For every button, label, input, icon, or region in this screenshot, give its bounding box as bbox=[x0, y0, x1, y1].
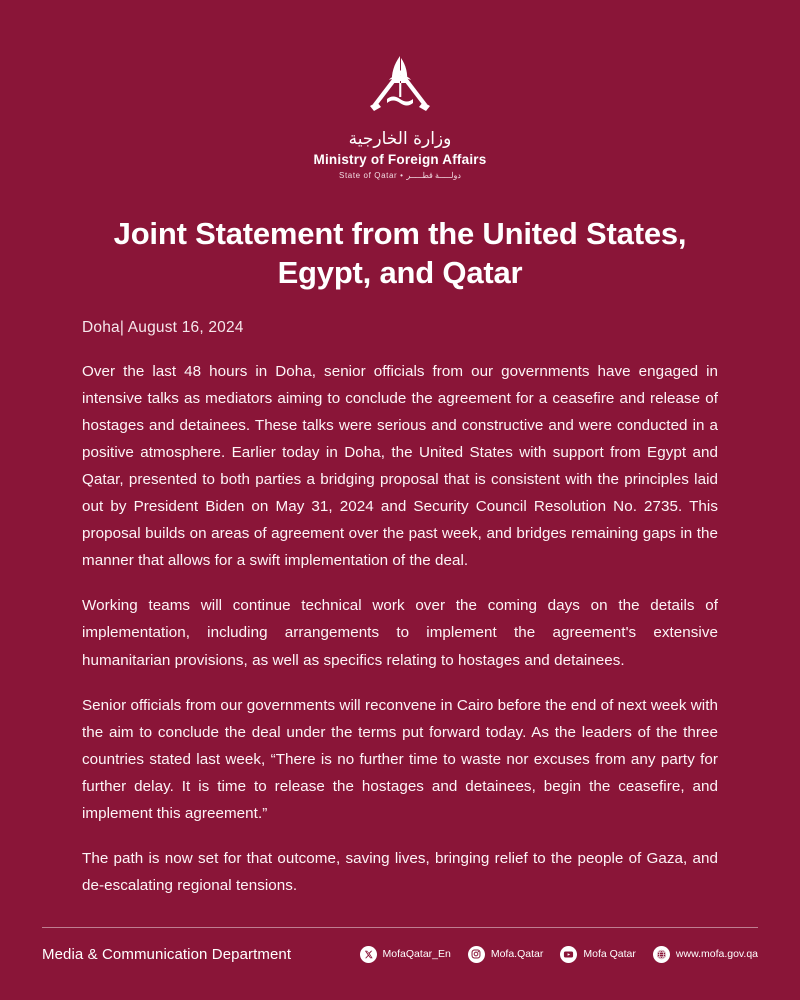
instagram-icon bbox=[468, 946, 485, 963]
social-link-x[interactable] bbox=[360, 946, 451, 963]
ministry-logo bbox=[0, 50, 800, 180]
x-twitter-icon bbox=[360, 946, 377, 963]
logo-state-label: State of Qatar • دولـــــة قطـــــر bbox=[339, 170, 461, 180]
social-handle: www.mofa.gov.qa bbox=[675, 948, 758, 961]
statement-paragraph: Working teams will continue technical work over the coming days on the details of implementation, including arrangements to implement the agreement's extensive humanitarian provisions, as well as specifics relating to hostages and detainees. bbox=[82, 597, 718, 669]
social-links bbox=[360, 946, 758, 963]
dateline: Doha| August 16, 2024 bbox=[82, 319, 244, 337]
social-handle: Mofa.Qatar bbox=[490, 948, 544, 961]
social-link-website[interactable] bbox=[653, 946, 758, 963]
footer-divider bbox=[42, 927, 758, 928]
globe-icon bbox=[653, 946, 670, 963]
social-handle: Mofa Qatar bbox=[583, 948, 636, 961]
social-link-instagram[interactable] bbox=[468, 946, 544, 963]
qatar-state-emblem-icon bbox=[361, 50, 439, 122]
logo-english-name: Ministry of Foreign Affairs bbox=[313, 151, 487, 167]
statement-paragraph: Senior officials from our governments will reconvene in Cairo before the end of next week with the aim to conclude the deal under the terms put forward today. As the leaders of the three countries stated last week, “There is no further time to waste nor excuses from any party for further delay. It is time to release the hostages and detainees, begin the ceasefire, and implement this agreement.” bbox=[82, 696, 718, 822]
social-handle: MofaQatar_En bbox=[382, 948, 451, 961]
page-title: Joint Statement from the United States, Egypt, and Qatar bbox=[113, 215, 687, 291]
logo-arabic-name: وزارة الخارجية bbox=[348, 129, 452, 149]
department-label: Media & Communication Department bbox=[42, 945, 292, 963]
page-footer bbox=[42, 946, 758, 963]
social-link-youtube[interactable] bbox=[560, 946, 636, 963]
statement-content bbox=[82, 293, 718, 899]
statement-paragraph: The path is now set for that outcome, saving lives, bringing relief to the people of Gaza, and de-escalating regional tensions. bbox=[82, 849, 718, 894]
youtube-icon bbox=[560, 946, 577, 963]
statement-paragraph: Over the last 48 hours in Doha, senior officials from our governments have engaged in intensive talks as mediators aiming to conclude the agreement for a ceasefire and release of hostages and detainees. These talks were serious and constructive and were conducted in a positive atmosphere. Earlier today in Doha, the United States with support from Egypt and Qatar, presented to both parties a bridging proposal that is consistent with the principles laid out by President Biden on May 31, 2024 and Security Council Resolution No. 2735. This proposal builds on areas of agreement over the past week, and bridges remaining gaps in the manner that allows for a swift implementation of the deal. bbox=[82, 363, 718, 570]
